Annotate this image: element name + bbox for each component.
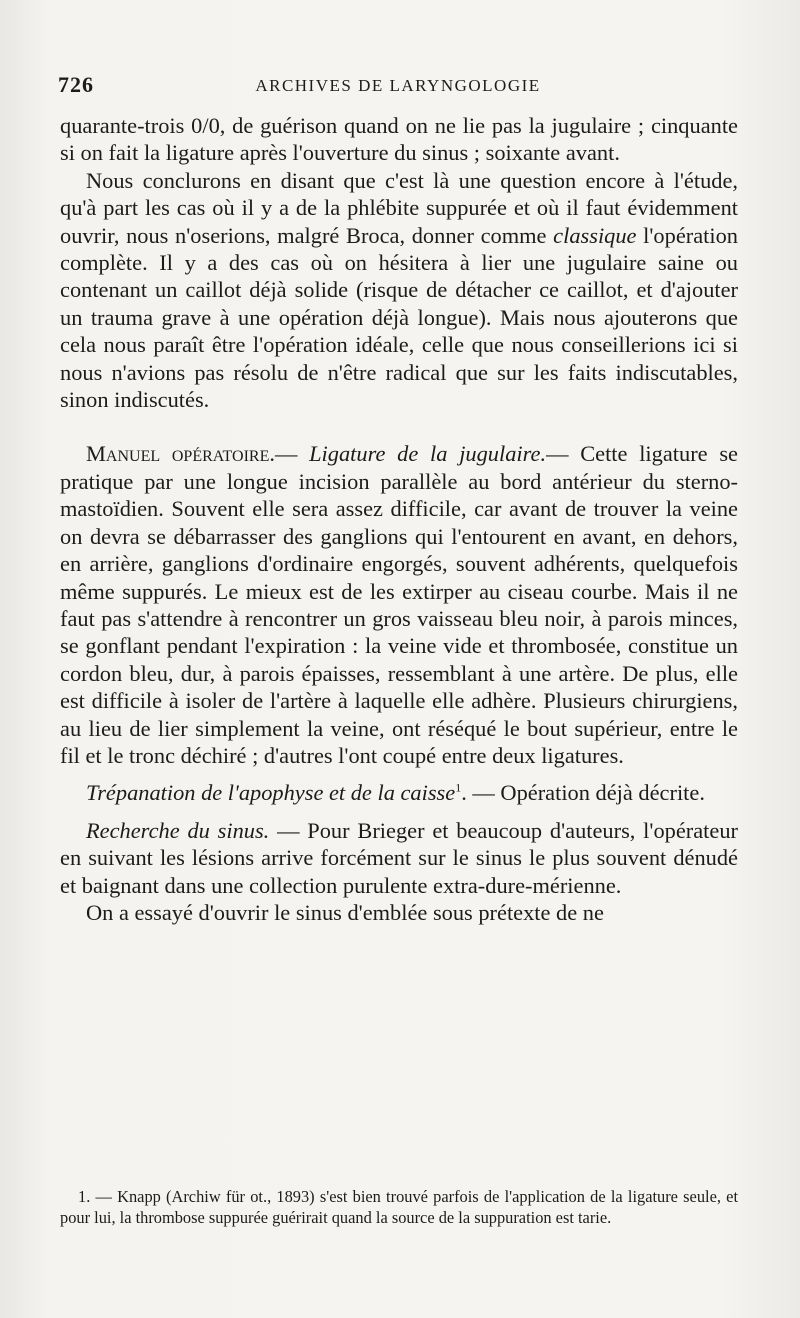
paragraph-trepanation <box>60 779 738 806</box>
footnote-1: 1. — Knapp (Archiw für ot., 1893) s'est bien trouvé parfois de l'application de la ligature seule, et pour lui, la thrombose suppurée guérirait quand la source de la suppuration est tarie. <box>60 1187 738 1227</box>
paragraph-conclusion-text-a: Nous conclurons en disant que c'est là une question encore à l'étude, qu'à part les cas où il y a de la phlébite suppurée et où il faut évidemment ouvrir, nous n'oserions, malgré Broca, donner comme <box>60 167 738 248</box>
page-number: 726 <box>58 72 94 97</box>
section-heading-dash: — <box>274 441 310 467</box>
footnotes <box>60 1186 738 1228</box>
paragraph-manuel-text: — Cette ligature se pratique par une longue incision parallèle au bord antérieur du sterno-mastoïdien. Souvent elle sera assez difficile, car avant de trouver la veine on devra se débarrasser des ganglions qui l'entourent en avant, en dehors, en arrière, ganglions d'ordinaire engorgés, souvent adhérents, quelquefois même suppurés. Le mieux est de les extirper au ciseau courbe. Mais il ne faut pas s'attendre à rencontrer un gros vaisseau bleu noir, à parois minces, se gonflant pendant l'expiration : la veine vide et thrombosée, constitue un cordon bleu, dur, à parois épaisses, ressemblant à une artère. De plus, elle est difficile à isoler de l'artère à laquelle elle adhère. Plusieurs chirurgiens, au lieu de lier simplement la veine, ont réséqué le bout supérieur, entre le fil et le tronc déchiré ; d'autres l'ont coupé entre deux ligatures. <box>60 441 738 768</box>
subsection-title-ligature: Ligature de la jugulaire. <box>309 441 547 467</box>
section-heading: Manuel opératoire. <box>86 441 275 467</box>
paragraph-conclusion-text-b: l'opération complète. Il y a des cas où on hésitera à lier une jugulaire saine ou contenant un caillot déjà solide (risque de détacher ce caillot, et d'ajouter un trauma grave à une opération déjà longue). Mais nous ajouterons que cela nous paraît être l'opération idéale, celle que nous conseillerions ici si nous n'avions pas résolu de n'être radical que sur les faits indiscutables, sinon indiscutés. <box>60 222 738 413</box>
paragraph-gap <box>60 769 738 779</box>
body-text <box>60 112 738 926</box>
paragraph-conclusion-emphasis: classique <box>553 222 637 248</box>
paragraph-trepanation-text: . — Opération déjà décrite. <box>461 780 705 806</box>
subsection-title-trepanation: Trépanation de l'apophyse et de la caisse <box>86 780 456 806</box>
subsection-title-recherche: Recherche du sinus. <box>86 817 270 843</box>
paragraph-recherche-text: — Pour Brieger et beaucoup d'auteurs, l'opérateur en suivant les lésions arrive forcément sur le sinus le plus souvent dénudé et baignant dans une collection purulente extra-dure-mérienne. <box>60 817 738 898</box>
paragraph-recherche-sinus <box>60 817 738 899</box>
paragraph-gap <box>60 807 738 817</box>
paragraph-manuel-operatoire <box>60 440 738 769</box>
paragraph-conclusion <box>60 167 738 414</box>
footnote-marker: 1 <box>455 780 462 795</box>
paragraph-continuation: quarante-trois 0/0, de guérison quand on ne lie pas la jugulaire ; cinquante si on fait la ligature après l'ouverture du sinus ; soixante avant. <box>60 113 738 166</box>
paragraph-sinus-emblee: On a essayé d'ouvrir le sinus d'emblée sous prétexte de ne <box>86 899 604 925</box>
running-head: ARCHIVES DE LARYNGOLOGIE <box>255 76 541 95</box>
section-gap <box>60 413 738 440</box>
page-header <box>58 72 738 102</box>
